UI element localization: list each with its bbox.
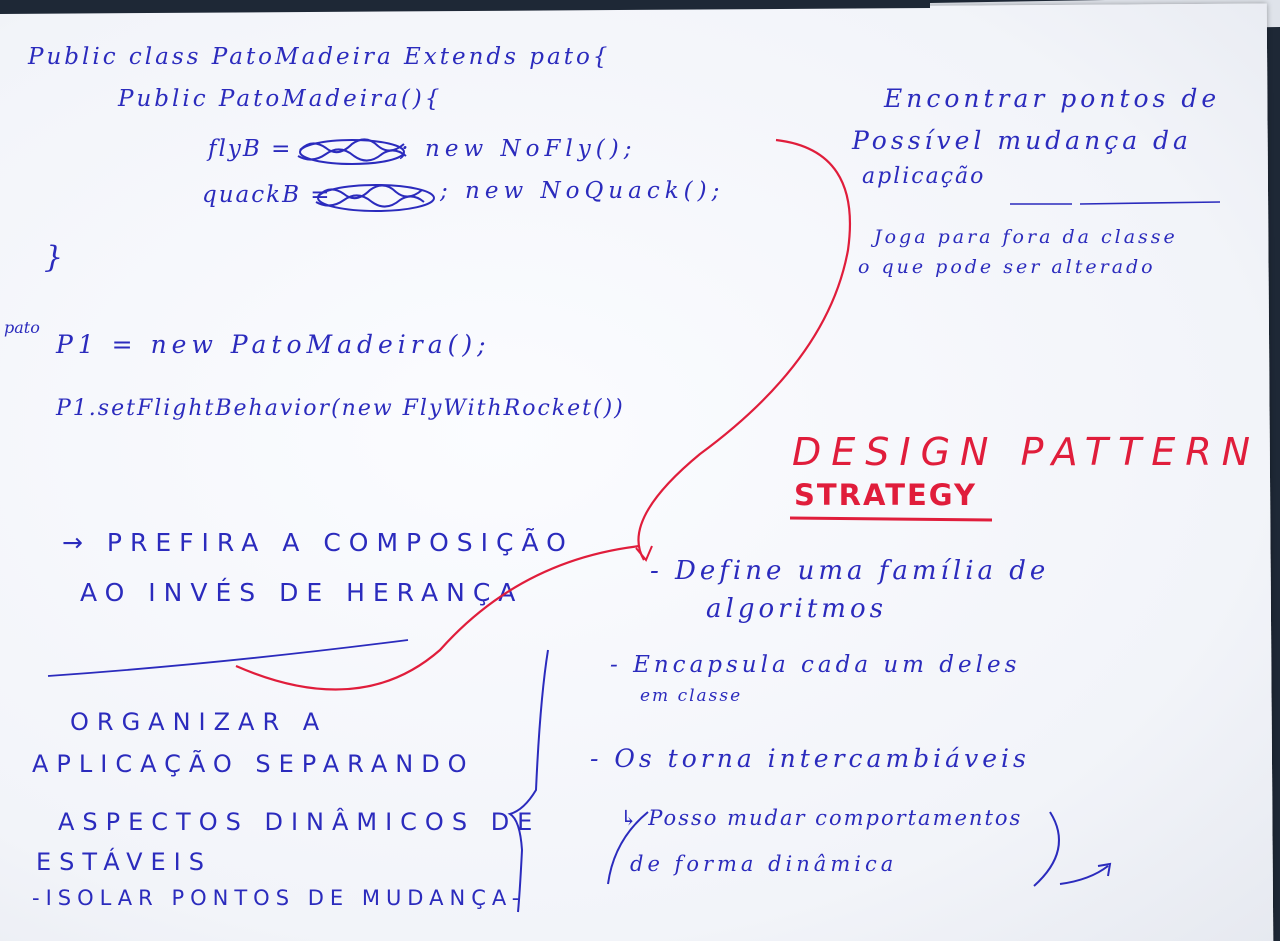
def-change-behaviors: ↳ Posso mudar comportamentos xyxy=(620,806,1023,830)
note-application: aplicação xyxy=(862,164,986,189)
code-line-instance: P1 = new PatoMadeira(); xyxy=(56,330,491,359)
note-instead-of-inheritance: AO INVÉS DE HERANÇA xyxy=(80,578,524,607)
note-move-out-of-class: Joga para fora da classe xyxy=(874,226,1178,248)
def-family-of-algorithms-1: - Define uma família de xyxy=(650,556,1050,586)
note-what-can-change: o que pode ser alterado xyxy=(858,256,1156,278)
def-dynamically: de forma dinâmica xyxy=(630,852,898,876)
def-encapsulate-each-1: - Encapsula cada um deles xyxy=(610,652,1021,678)
design-pattern-title: DESIGN PATTERN xyxy=(792,430,1261,474)
code-line-flyb-left: flyB = xyxy=(208,136,293,162)
note-find-points: Encontrar pontos de xyxy=(884,84,1221,113)
code-line-closing-brace: } xyxy=(44,240,66,275)
note-organize-2: APLICAÇÃO SEPARANDO xyxy=(32,750,475,778)
def-family-of-algorithms-2: algoritmos xyxy=(706,594,887,624)
strategy-title: STRATEGY xyxy=(794,478,977,512)
def-interchangeable: - Os torna intercambiáveis xyxy=(590,744,1030,773)
code-line-flyb-right: ; new NoFly(); xyxy=(400,136,637,162)
code-line-class-declaration: Public class PatoMadeira Extends pato{ xyxy=(28,44,611,70)
note-isolate-change-points: -ISOLAR PONTOS DE MUDANÇA- xyxy=(32,886,526,910)
note-organize-4: ESTÁVEIS xyxy=(36,848,212,876)
code-line-quackb-right: ; new NoQuack(); xyxy=(440,178,725,204)
code-line-type-annotation: pato xyxy=(4,318,40,337)
code-line-quackb-left: quackB = xyxy=(202,182,332,208)
note-organize-1: ORGANIZAR A xyxy=(70,708,328,736)
code-line-set-behavior: P1.setFlightBehavior(new FlyWithRocket()) xyxy=(56,396,625,421)
note-organize-3: ASPECTOS DINÂMICOS DE xyxy=(58,808,541,836)
code-line-constructor: Public PatoMadeira(){ xyxy=(118,86,443,112)
def-encapsulate-each-2: em classe xyxy=(640,686,743,706)
note-prefer-composition: → PREFIRA A COMPOSIÇÃO xyxy=(62,528,574,557)
note-possible-change: Possível mudança da xyxy=(852,126,1192,155)
bleed-through xyxy=(617,70,628,94)
spiral-holes xyxy=(0,4,1267,13)
